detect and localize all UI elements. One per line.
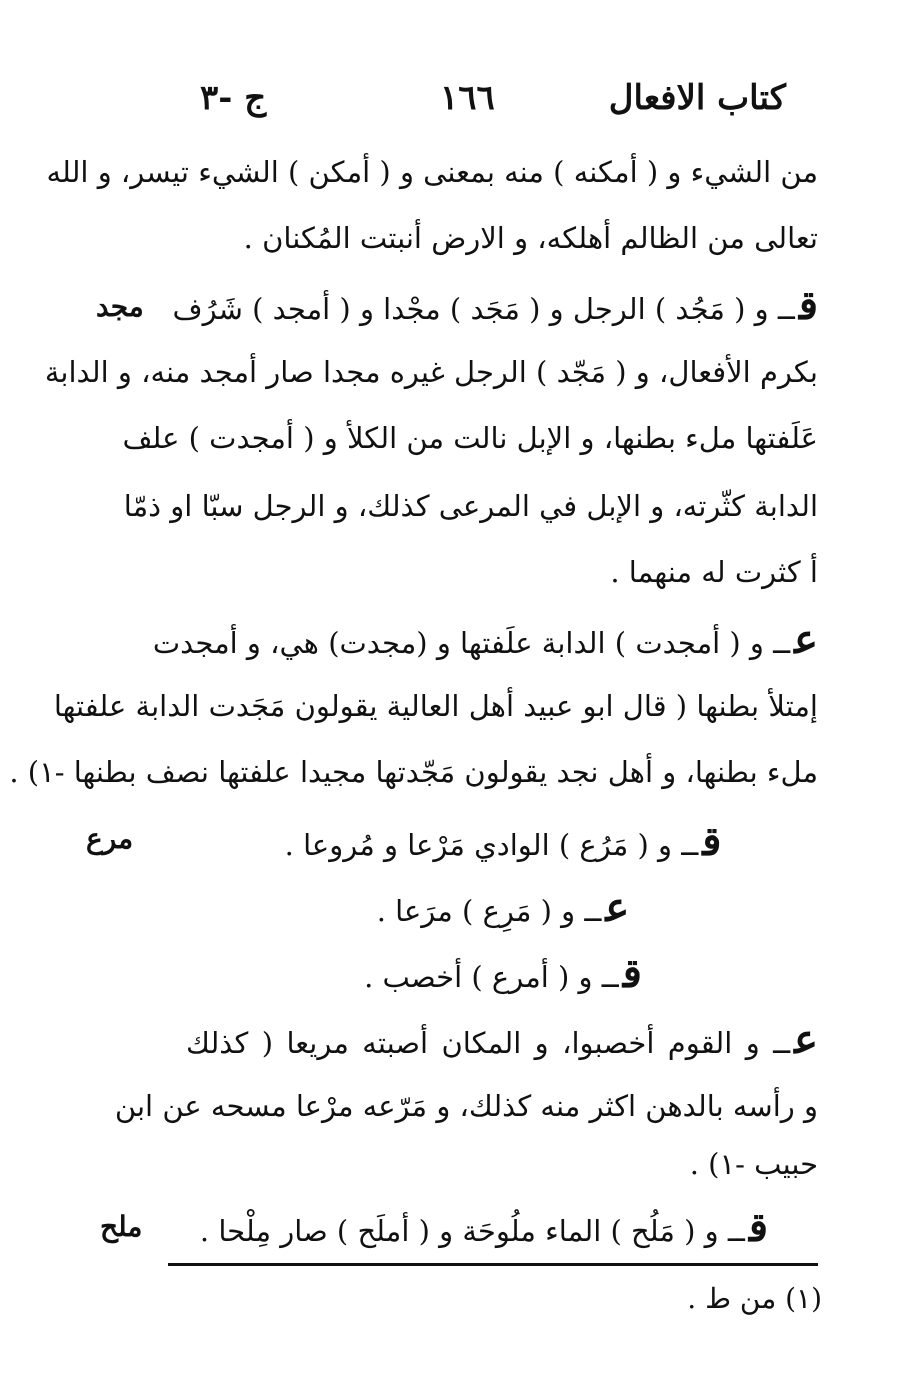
text-line	[238, 884, 768, 931]
line-text: و رأسه بالدهن اكثر منه كذلك، و مَرّعه مرْعا مسحه عن ابن	[114, 1089, 818, 1123]
line-text: ــ و ( مَرُع ) الوادي مَرْعا و مُروعا .	[284, 828, 699, 862]
entry-marker: ع	[794, 616, 818, 663]
text-line	[186, 552, 818, 592]
text-line	[186, 1144, 818, 1184]
margin-entry-word: مرع	[86, 822, 134, 855]
entry-marker: ع	[605, 884, 630, 931]
line-text: ملء بطنها، و أهل نجد يقولون مَجّدتها مجيدا علفتها نصف بطنها -١) .	[9, 755, 818, 789]
line-text: بكرم الأفعال، و ( مَجّد ) الرجل غيره مجدا صار أمجد منه، و الدابة	[44, 355, 818, 389]
text-line	[122, 418, 818, 458]
line-text: ــ و القوم أخصبوا، و المكان أصبته مريعا ( كذلك	[186, 1026, 791, 1060]
footnote: (١) من ط .	[687, 1282, 822, 1315]
text-line	[114, 1086, 818, 1126]
volume-label: ج -٣	[200, 78, 267, 118]
entry-marker: ع	[794, 1016, 818, 1063]
margin-entry-word: ملح	[100, 1210, 143, 1243]
text-line	[152, 616, 818, 663]
line-text: ــ و ( مَلُح ) الماء ملُوحَة و ( أملَح ) صار مِلْحا .	[199, 1214, 745, 1248]
text-line	[44, 352, 818, 392]
line-text: ــ و ( مَرِع ) مرَعا .	[376, 894, 602, 928]
footnote-divider	[168, 1263, 818, 1266]
text-line	[9, 752, 818, 792]
text-line	[186, 1016, 818, 1063]
text-line	[53, 686, 818, 726]
text-line	[238, 818, 768, 865]
line-text: أ كثرت له منهما .	[610, 555, 818, 589]
entry-marker: ق	[748, 1204, 768, 1251]
line-text: الدابة كثّرته، و الإبل في المرعى كذلك، و الرجل سبّا او ذمّا	[123, 489, 818, 523]
line-text: ــ و ( مَجُد ) الرجل و ( مَجَد ) مجْدا و ( أمجد ) شَرُف	[172, 292, 795, 326]
line-text: تعالى من الظالم أهلكه، و الارض أنبتت المُكنان .	[243, 221, 818, 255]
line-text: ــ و ( أمجدت ) الدابة علَفتها و (مجدت) هي، و أمجدت	[152, 626, 791, 660]
running-title: كتاب الافعال	[608, 78, 786, 118]
text-line	[123, 486, 818, 526]
text-line	[238, 950, 768, 997]
line-text: عَلَفتها ملء بطنها، و الإبل نالت من الكلأ و ( أمجدت ) علف	[122, 421, 818, 455]
text-line	[199, 1204, 768, 1251]
entry-marker: ق	[798, 282, 818, 329]
entry-marker: ق	[622, 950, 642, 997]
text-line	[46, 152, 818, 192]
line-text: حبيب -١) .	[689, 1147, 818, 1181]
entry-marker: ق	[702, 818, 722, 865]
page-number: ١٦٦	[440, 78, 495, 118]
line-text: من الشيء و ( أمكنه ) منه بمعنى و ( أمكن ) الشيء تيسر، و الله	[46, 155, 818, 189]
line-text: إمتلأ بطنها ( قال ابو عبيد أهل العالية يقولون مَجَدت الدابة علفتها	[53, 689, 818, 723]
line-text: ــ و ( أمرع ) أخصب .	[364, 960, 619, 994]
margin-entry-word: مجد	[96, 290, 144, 323]
text-line	[186, 218, 818, 258]
text-line	[172, 282, 818, 329]
